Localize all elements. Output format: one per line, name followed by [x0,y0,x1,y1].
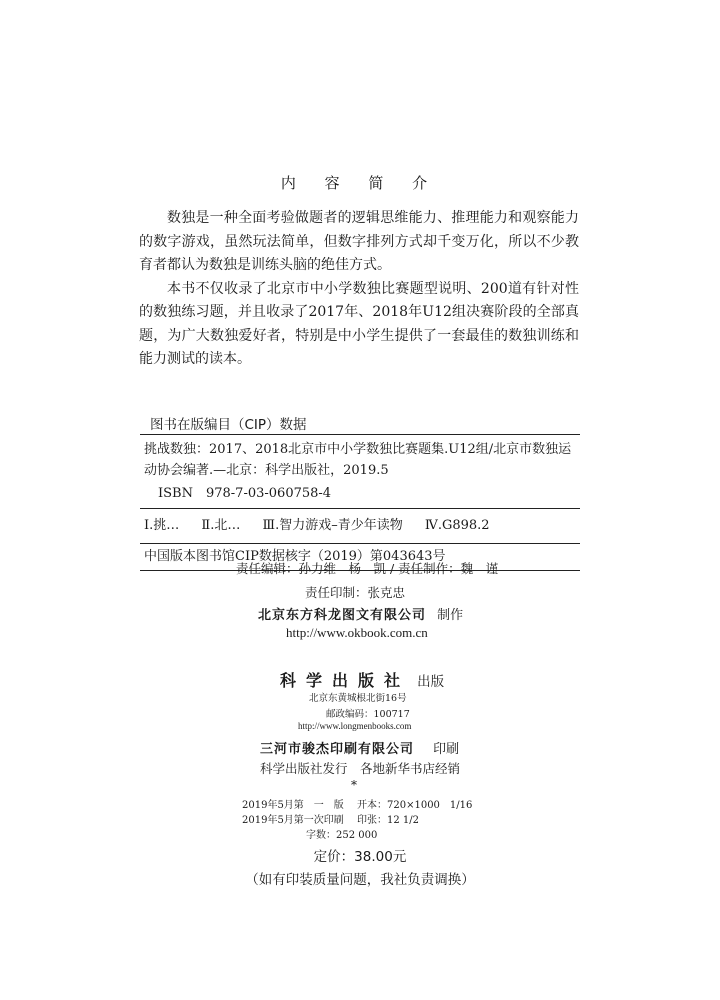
summary-title: 内 容 简 介 [280,174,440,192]
producer-name: 北京东方科龙图文有限公司 [258,608,427,623]
quality-notice: （如有印装质量问题，我社负责调换） [245,872,475,888]
publisher-url: http://www.longmenbooks.com [298,721,412,731]
cip-block [140,434,580,571]
printer-role: 印刷 [433,742,460,757]
producer-role: 制作 [437,608,464,623]
format-info: 开本：720×1000 1/16 [357,800,473,811]
producer-line [258,604,463,623]
separator-asterisk: * [351,778,357,792]
cip-subject: Ⅳ.G898.2 [424,518,490,533]
summary-paragraph: 本书不仅收录了北京市中小学数独比赛题型说明、200道有针对性的数独练习题，并且收录了2017年、2018年U12组决赛阶段的全部真题，为广大数独爱好者，特别是中小学生提供了一套最佳的数独训练和能力测试的读本。 [139,280,579,367]
printer-name: 三河市骏杰印刷有限公司 [260,742,415,757]
publisher-role: 出版 [417,674,445,690]
cip-subject: Ⅲ.智力游戏–青少年读物 [262,518,403,533]
price: 定价：38.00元 [313,849,407,865]
cip-isbn: ISBN 978-7-03-060758-4 [158,486,332,501]
editors-credit: 责任编辑：孙力维 杨 凯 / 责任制作：魏 谨 [236,561,499,576]
publisher-address: 北京东黄城根北街16号 [309,693,407,704]
summary-paragraph: 数独是一种全面考验做题者的逻辑思维能力、推理能力和观察能力的数字游戏，虽然玩法简单，但数字排列方式却千变万化，所以不少教育者都认为数独是训练头脑的绝佳方式。 [139,210,579,273]
edition-info: 2019年5月第 一 版 [242,800,344,811]
cip-subject: Ⅱ.北… [201,518,241,533]
publisher-postal-code: 邮政编码：100717 [326,709,410,720]
cip-subject: Ⅰ.挑… [144,518,180,533]
cip-subjects-row [140,509,580,544]
publisher-line [280,668,444,691]
word-count-info: 字数：252 000 [306,830,378,841]
cip-description: 挑战数独：2017、2018北京市中小学数独比赛题集.U12组/北京市数独运动协会编著.—北京：科学出版社，2019.5 [144,442,572,478]
cip-description-row [140,435,580,509]
cip-heading: 图书在版编目（CIP）数据 [150,417,307,433]
producer-url: http://www.okbook.com.cn [286,625,428,640]
publisher-name: 科学出版社 [280,671,411,690]
cip-cataloging: 中国版本图书馆CIP数据核字（2019）第043643号 [144,549,446,564]
distribution-info: 科学出版社发行 各地新华书店经销 [260,761,461,776]
sheets-info: 印张：12 1/2 [357,815,419,826]
printing-supervisor-credit: 责任印制：张克忠 [305,585,406,600]
printer-line [260,738,459,757]
summary-text [139,207,579,372]
impression-info: 2019年5月第一次印刷 [242,815,344,826]
